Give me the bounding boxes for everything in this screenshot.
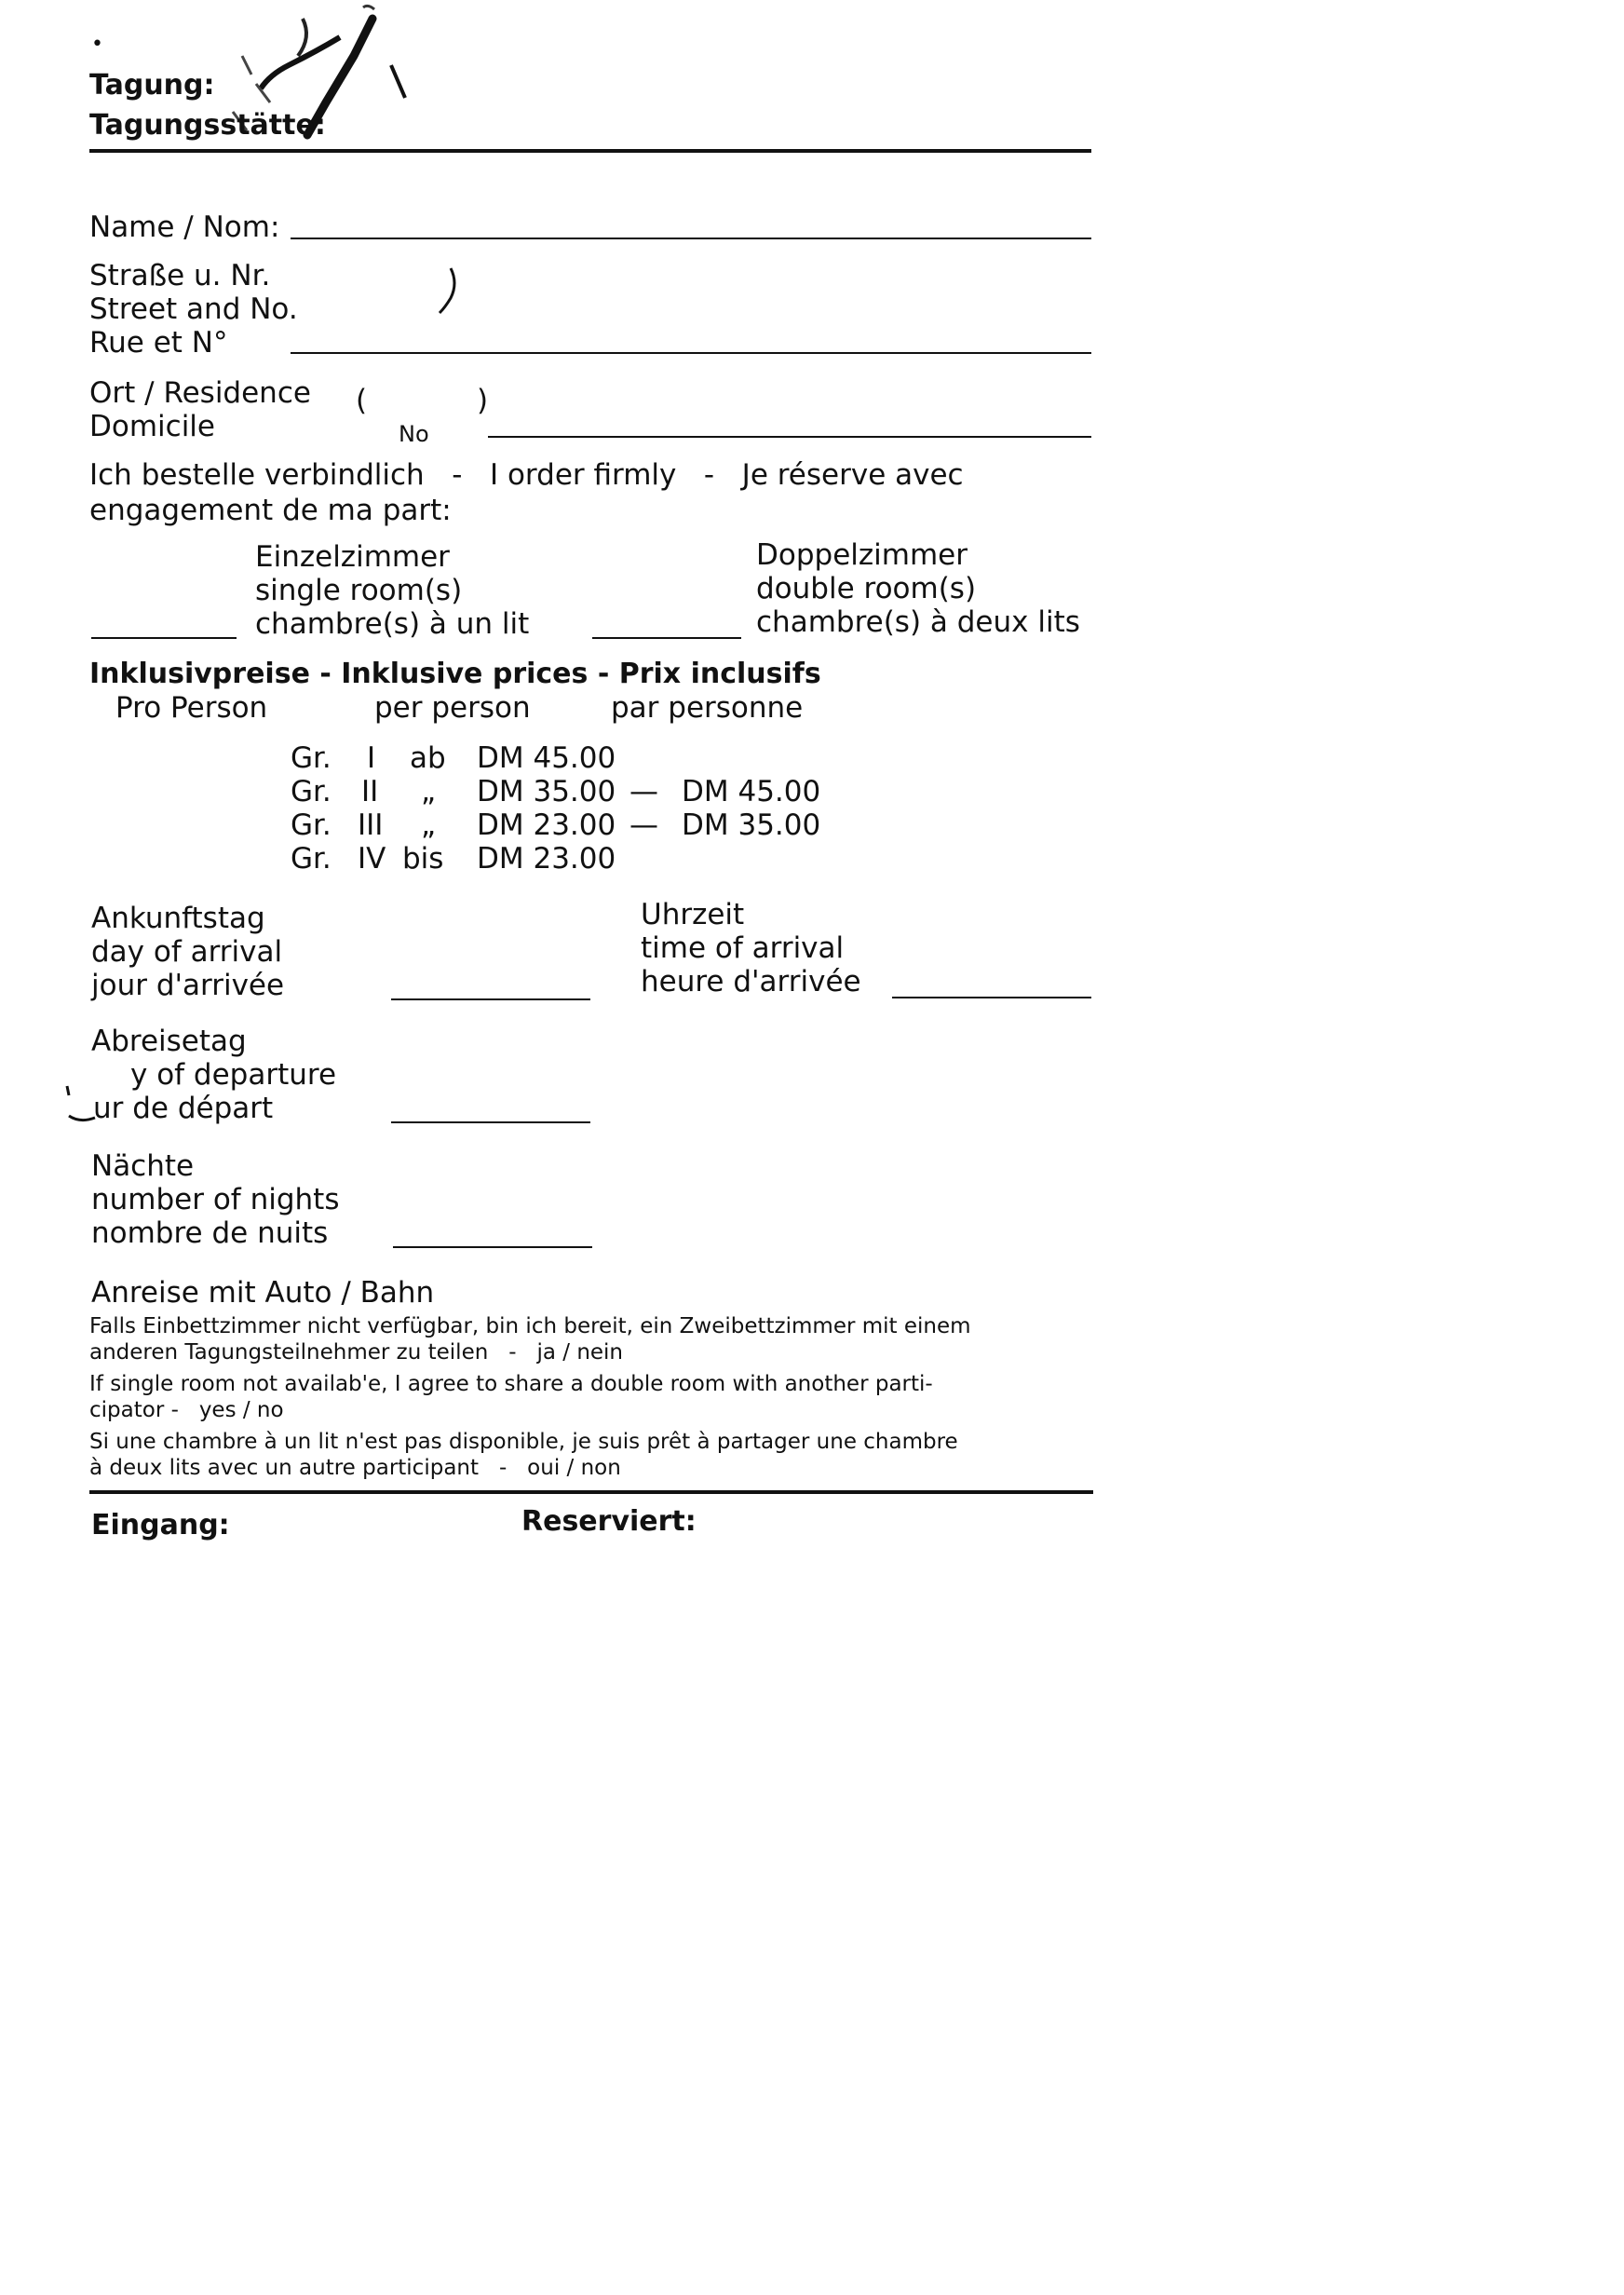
departure-fr: ur de départ	[93, 1092, 274, 1125]
arrival-time-fr: heure d'arrivée	[641, 965, 861, 998]
travel-mode: Anreise mit Auto / Bahn	[91, 1276, 435, 1310]
price-dash: —	[629, 775, 658, 808]
single-room-count-field[interactable]	[91, 637, 237, 639]
price-group-number: IV	[358, 842, 386, 876]
name-field[interactable]	[291, 238, 1091, 239]
street-label-de: Straße u. Nr.	[89, 259, 271, 292]
price-from: DM 45.00	[477, 741, 616, 775]
residence-field[interactable]	[488, 436, 1091, 438]
prices-heading: Inklusivpreise - Inklusive prices - Prix inclusifs	[89, 658, 821, 690]
bracket-mark	[434, 265, 462, 320]
sharing-fr-line-1: Si une chambre à un lit n'est pas disponible, je suis prêt à partager une chambre	[89, 1430, 958, 1454]
price-group-number: III	[358, 808, 384, 842]
price-to: DM 45.00	[682, 775, 821, 808]
nights-fr: nombre de nuits	[91, 1216, 329, 1250]
header-rule	[89, 149, 1091, 153]
single-room-de: Einzelzimmer	[255, 540, 450, 574]
sharing-en-line-2: cipator - yes / no	[89, 1398, 284, 1422]
arrival-day-field[interactable]	[391, 998, 590, 1000]
nights-en: number of nights	[91, 1183, 340, 1216]
arrival-time-en: time of arrival	[641, 931, 845, 965]
per-person-de: Pro Person	[115, 691, 268, 725]
double-room-de: Doppelzimmer	[756, 538, 968, 572]
price-qualifier: ab	[410, 741, 446, 775]
double-room-en: double room(s)	[756, 572, 977, 605]
order-line-2: engagement de ma part:	[89, 494, 452, 527]
price-group: Gr.	[291, 775, 332, 808]
price-from: DM 23.00	[477, 808, 616, 842]
price-group-number: II	[361, 775, 379, 808]
street-field[interactable]	[291, 352, 1091, 354]
residence-label: Ort / Residence	[89, 376, 311, 410]
sharing-de-line-1: Falls Einbettzimmer nicht verfügbar, bin ich bereit, ein Zweibettzimmer mit einem	[89, 1314, 971, 1338]
arrival-time-field[interactable]	[892, 997, 1091, 998]
double-room-count-field[interactable]	[592, 637, 741, 639]
price-qualifier: „	[421, 775, 437, 808]
per-person-en: per person	[374, 691, 531, 725]
arrival-day-de: Ankunftstag	[91, 902, 265, 935]
price-qualifier: bis	[402, 842, 444, 876]
price-from: DM 35.00	[477, 775, 616, 808]
price-group: Gr.	[291, 808, 332, 842]
per-person-fr: par personne	[611, 691, 804, 725]
meeting-label: Tagung:	[89, 69, 215, 102]
departure-field[interactable]	[391, 1121, 590, 1123]
nights-de: Nächte	[91, 1149, 195, 1183]
reserved-label: Reserviert:	[521, 1505, 697, 1538]
venue-label: Tagungsstätte:	[89, 109, 326, 142]
sharing-en-line-1: If single room not availab'e, I agree to share a double room with another parti-	[89, 1372, 933, 1396]
sharing-fr-line-2: à deux lits avec un autre participant - oui / non	[89, 1456, 621, 1480]
single-room-fr: chambre(s) à un lit	[255, 607, 530, 641]
arrival-time-de: Uhrzeit	[641, 898, 745, 931]
double-room-fr: chambre(s) à deux lits	[756, 605, 1080, 639]
departure-de: Abreisetag	[91, 1025, 247, 1058]
torn-edge-mark	[63, 1080, 101, 1127]
price-dash: —	[629, 808, 658, 842]
price-qualifier: „	[421, 808, 437, 842]
street-label-en: Street and No.	[89, 292, 298, 326]
price-group: Gr.	[291, 741, 332, 775]
postal-no-label: No	[399, 421, 429, 447]
nights-field[interactable]	[393, 1246, 592, 1248]
single-room-en: single room(s)	[255, 574, 463, 607]
price-from: DM 23.00	[477, 842, 616, 876]
footer-rule	[89, 1490, 1093, 1494]
order-line-1: Ich bestelle verbindlich - I order firmly - Je réserve avec	[89, 458, 964, 492]
price-to: DM 35.00	[682, 808, 821, 842]
sharing-de-line-2: anderen Tagungsteilnehmer zu teilen - ja / nein	[89, 1340, 624, 1365]
price-group: Gr.	[291, 842, 332, 876]
name-label: Name / Nom:	[89, 210, 280, 244]
domicile-label: Domicile	[89, 410, 215, 443]
departure-en: y of departure	[130, 1058, 337, 1092]
arrival-day-fr: jour d'arrivée	[91, 969, 285, 1002]
paren-open: (	[356, 384, 368, 417]
price-group-number: I	[367, 741, 376, 775]
corner-dot: •	[91, 33, 103, 56]
paren-close: )	[477, 384, 489, 417]
received-label: Eingang:	[91, 1509, 230, 1541]
street-label-fr: Rue et N°	[89, 326, 228, 360]
arrival-day-en: day of arrival	[91, 935, 283, 969]
